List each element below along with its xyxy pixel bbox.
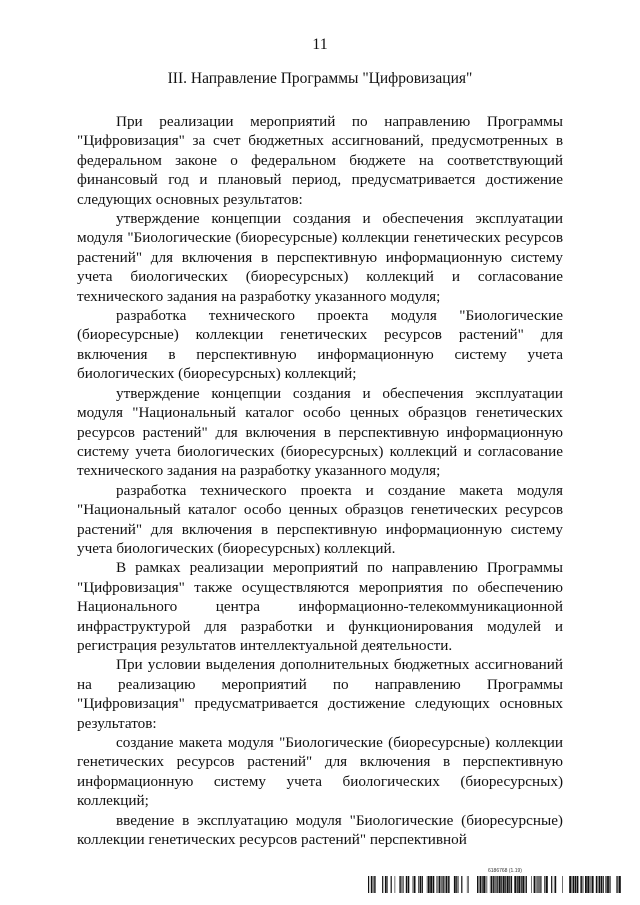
page-number: 11 xyxy=(312,36,328,53)
paragraph-item: разработка технического проекта и создание макета модуля "Национальный каталог особо ценных образцов генетических ресурсов растений" для включения в перспективную информационную систему учета биологических (биоресурсных) коллекций. xyxy=(77,481,563,557)
paragraph-item: утверждение концепции создания и обеспечения эксплуатации модуля "Биологические (биоресурсные) коллекции генетических ресурсов растений" для включения в перспективную информационную систему учета биологических (биоресурсных) коллекций и согласование технического задания на разработку указанного модуля; xyxy=(77,210,563,305)
paragraph-text: При условии выделения дополнительных бюджетных ассигнований на реализацию мероприятий по направлению Программы "Цифровизация" предусматривается достижение следующих основных результатов: xyxy=(77,656,563,732)
section-title: III. Направление Программы "Цифровизация" xyxy=(167,70,473,87)
paragraph-item: создание макета модуля "Биологические (биоресурсные) коллекции генетических ресурсов растений" для включения в перспективную информационную систему учета биологических (биоресурсных) коллекций; xyxy=(77,734,563,810)
paragraph-item: введение в эксплуатацию модуля "Биологические (биоресурсные) коллекции генетических ресурсов растений" перспективной xyxy=(77,811,563,849)
document-code: 6186768 (1.19) xyxy=(488,868,522,874)
paragraph-item: утверждение концепции создания и обеспечения эксплуатации модуля "Национальный каталог особо ценных образцов генетических ресурсов растений" для включения в перспективную информационную систему учета биологических (биоресурсных) коллекций и согласование технического задания на разработку указанного модуля; xyxy=(77,384,563,480)
paragraph-intro: При реализации мероприятий по направлению Программы "Цифровизация" за счет бюджетных ассигнований, предусмотренных в федеральном законе о федеральном бюджете на соответствующий финансовый год и плановый период, предусматривается достижение следующих основных результатов: xyxy=(77,113,563,208)
barcode-image xyxy=(368,876,624,893)
paragraph-item: разработка технического проекта модуля "Биологические (биоресурсные) коллекции генетических ресурсов растений" для включения в перспективную информационную систему учета биологических (биоресурсных) коллекций; xyxy=(77,307,563,383)
paragraph-text: В рамках реализации мероприятий по направлению Программы "Цифровизация" также осуществляются мероприятия по обеспечению Национального центра информационно-телекоммуникационной инфраструктурой для разработки и функционирования модулей и регистрация результатов интеллектуальной деятельности. xyxy=(77,559,563,654)
document-body xyxy=(77,112,563,849)
